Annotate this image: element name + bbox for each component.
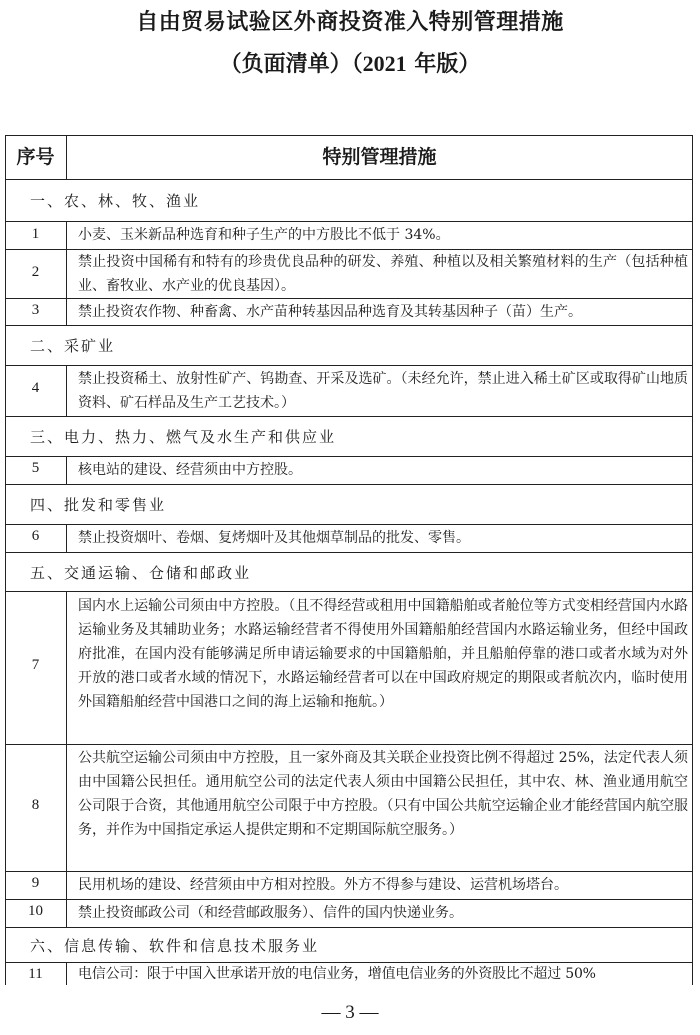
table-rule [5,552,693,553]
row-number: 8 [31,797,40,813]
row-number: 9 [31,875,40,891]
table-rule [5,416,693,417]
measure-text: 禁止投资邮政公司（和经营邮政服务）、信件的国内快递业务。 [78,905,463,921]
section-heading: 二、采矿业 [30,337,116,355]
row-number: 1 [31,226,40,242]
page-number: — 3 — [321,1002,379,1023]
section-heading: 五、交通运输、仓储和邮政业 [30,564,252,582]
subtitle-suffix: 年版） [406,52,481,77]
table-rule [5,298,693,299]
table-rule [5,899,693,900]
column-divider [66,456,67,484]
subtitle-prefix: （负面清单）（ [219,52,363,77]
table-rule [5,744,693,745]
subtitle-year: 2021 [362,51,407,76]
table-rule [5,325,693,326]
table-rule [5,179,693,180]
measure-text: 禁止投资稀土、放射性矿产、钨勘查、开采及选矿。（未经允许，禁止进入稀土矿区或取得矿山地质资料、矿石样品及生产工艺技术。） [78,371,688,411]
table-rule [5,456,693,457]
row-number: 6 [31,528,40,544]
measure-text: 禁止投资中国稀有和特有的珍贵优良品种的研发、养殖、种植以及相关繁殖材料的生产（包括种植业、畜牧业、水产业的优良基因）。 [78,254,688,294]
measure-text: 电信公司：限于中国入世承诺开放的电信业务，增值电信业务的外资股比不超过 50% [78,966,596,982]
section-heading: 一、农、林、牧、渔业 [30,192,201,210]
measure-text: 核电站的建设、经营须由中方控股。 [78,462,302,478]
column-divider [66,962,67,985]
row-number: 4 [31,380,40,396]
section-heading: 六、信息传输、软件和信息技术服务业 [30,937,320,955]
row-number: 5 [31,460,40,476]
table-rule [5,221,693,222]
section-heading: 四、批发和零售业 [30,496,167,514]
table-rule [5,927,693,928]
header-measures: 特别管理措施 [322,146,437,168]
measure-text: 禁止投资农作物、种畜禽、水产苗种转基因品种选育及其转基因种子（苗）生产。 [78,304,582,320]
measure-text: 公共航空运输公司须由中方控股，且一家外商及其关联企业投资比例不得超过 25%，法定代表人须由中国籍公民担任。通用航空公司的法定代表人须由中国籍公民担任，其中农、林、渔业通用航空公司限于合资，其他通用航空公司限于中方控股。（只有中国公共航空运输企业才能经营国内航空服务，并作为中国指定承运人提供定期和不定期国际航空服务。） [78,750,688,838]
table-rule [5,591,693,592]
row-number: 7 [31,657,40,673]
table-rule [5,871,693,872]
row-number: 2 [31,264,40,280]
measure-text: 国内水上运输公司须由中方控股。（且不得经营或租用中国籍船舶或者舱位等方式变相经营国内水路运输业务及其辅助业务；水路运输经营者不得使用外国籍船舶经营国内水路运输业务，但经中国政府批准，在国内没有能够满足所申请运输要求的中国籍船舶，并且船舶停靠的港口或者水域为对外开放的港口或者水域的情况下，水路运输经营者可以在中国政府规定的期限或者航次内，临时使用外国籍船舶经营中国港口之间的海上运输和拖航。） [78,598,688,710]
column-divider [66,591,67,927]
header-number: 序号 [16,146,55,168]
measure-text: 小麦、玉米新品种选育和种子生产的中方股比不低于 34%。 [78,227,450,243]
column-divider [66,221,67,325]
table-rule [5,365,693,366]
section-heading: 三、电力、热力、燃气及水生产和供应业 [30,428,337,446]
row-number: 3 [31,302,40,318]
row-number: 11 [28,966,43,982]
measure-text: 禁止投资烟叶、卷烟、复烤烟叶及其他烟草制品的批发、零售。 [78,530,470,546]
table-rule [5,484,693,485]
row-number: 10 [28,903,43,919]
document-subtitle [0,48,700,81]
column-divider [66,524,67,552]
column-divider [66,365,67,416]
document-title: 自由贸易试验区外商投资准入特别管理措施 [136,10,564,35]
measure-text: 民用机场的建设、经营须由中方相对控股。外方不得参与建设、运营机场塔台。 [78,877,568,893]
table-rule [5,524,693,525]
